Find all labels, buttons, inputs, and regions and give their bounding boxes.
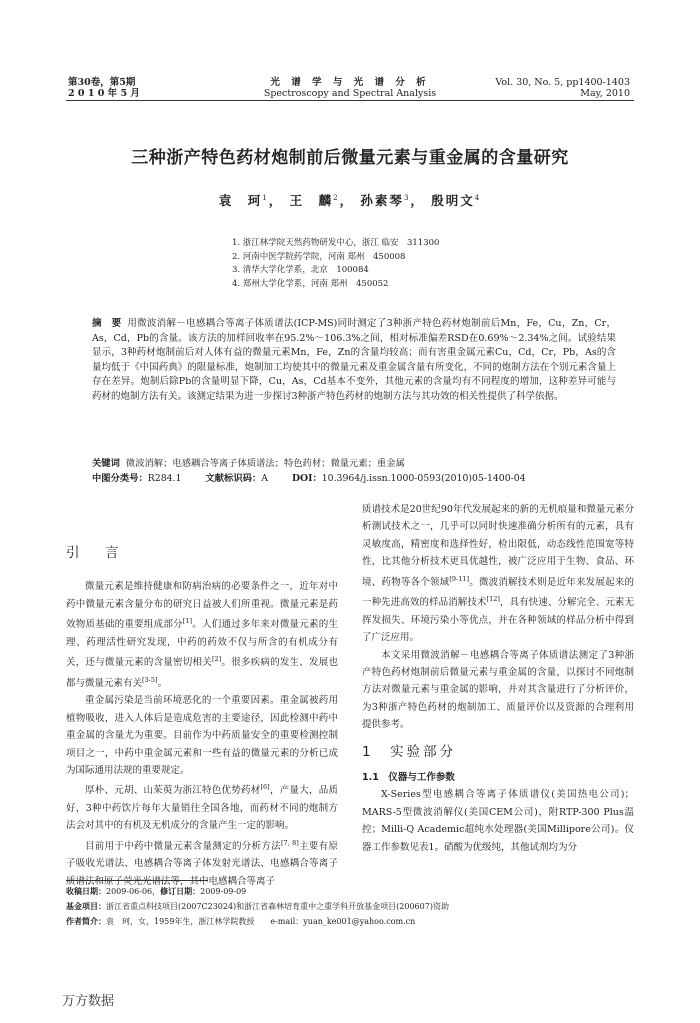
intro-paragraph-4: 目前用于中药中微量元素含量测定的分析方法[7, 8]主要有原子吸收光谱法、电感耦合等离子体发射光谱法、电感耦合等离子质谱法和原子荧光光谱法等，其中电感耦合等离子 xyxy=(66,838,338,887)
right-column xyxy=(362,501,634,856)
issue-date: 2 0 1 0 年 5 月 xyxy=(68,88,140,99)
author-2: 王 麟$^2$ xyxy=(289,193,340,208)
journal-citation xyxy=(495,77,630,99)
affiliation-2: 2. 河南中医学院药学院，河南 郑州 450008 xyxy=(232,251,406,262)
doc-code-value: A xyxy=(261,473,268,484)
journal-title-en: Spectroscopy and Spectral Analysis xyxy=(263,88,437,99)
keywords-label: 关键词 xyxy=(92,458,120,469)
doi-label: DOI： xyxy=(291,473,322,484)
watermark-text: 万方数据 xyxy=(62,994,115,1009)
pub-date: May, 2010 xyxy=(580,88,630,99)
affiliations xyxy=(232,237,439,291)
author-3: 孙素琴$^3$ xyxy=(360,193,411,208)
doi-value: 10.3964/j.issn.1000-0593(2010)05-1400-04 xyxy=(321,473,526,484)
clc-value: R284.1 xyxy=(147,473,182,484)
abstract xyxy=(92,317,616,405)
journal-title-cn: 光 谱 学 与 光 谱 分 析 xyxy=(270,77,430,88)
paper-title: 三种浙产特色药材炮制前后微量元素与重金属的含量研究 xyxy=(131,148,569,168)
section-1-heading: 1 实验部分 xyxy=(362,743,457,760)
footnote-received: 收稿日期：2009-06-06，修订日期：2009-09-09 xyxy=(66,887,247,896)
header-rule xyxy=(66,100,634,101)
affiliation-3: 3. 清华大学化学系，北京 100084 xyxy=(232,265,369,275)
affiliation-1: 1. 浙江林学院天然药物研发中心，浙江 临安 311300 xyxy=(232,238,440,248)
footnotes xyxy=(66,884,636,929)
keywords xyxy=(92,457,632,471)
intro-heading: 引 言 xyxy=(66,545,125,561)
volume-issue: 第30卷，第5期 xyxy=(68,77,136,88)
author-1: 袁 珂$^1$ xyxy=(218,193,269,208)
journal-volume-info xyxy=(68,77,140,99)
right-paragraph-1: 质谱技术是20世纪90年代发展起来的新的无机痕量和微量元素分析测试技术之一，几乎可以同时快速准确分析所有的元素，具有灵敏度高，精密度和选择性好，检出限低，动态线性范围宽等特性，比其他分析技术更具优越性，被广泛应用于生物、食品、环境、药物等各个领域[9-11]。微波消解技术则是近年来发展起来的一种先进高效的样品消解技术[12]，具有快速、分解完全、元素无挥发损失、环境污染小等优点，并在各种领域的样品分析中得到了广泛应用。 xyxy=(362,504,634,644)
footnote-funding: 基金项目：浙江省重点科技项目(2007C23024)和浙江省森林培育重中之重学科开放基金项目(200607)资助 xyxy=(66,902,449,911)
right-paragraph-2: 本文采用微波消解－电感耦合等离子体质谱法测定了3种浙产特色药材炮制前后微量元素与重金属的含量，以探讨不同炮制方法对微量元素与重金属的影响，并对其含量进行了分析评价，为3种浙产特色药材的炮制加工、质量评价以及资源的合理利用提供参考。 xyxy=(362,649,634,731)
journal-title xyxy=(240,77,460,99)
intro-paragraph-2: 重金属污染是当前环境恶化的一个重要因素。重金属被药用植物吸收，进入人体后是造成危害的主要途径，因此检测中药中重金属的含量尤为重要。目前作为中药质量安全的重要检测控制项目之一，中药中重金属元素和一些有益的微量元素的分析已成为国际通用法规的重要规定。 xyxy=(66,695,338,776)
classification-line xyxy=(92,472,632,486)
subsection-1-1-heading: 1.1 仪器与工作参数 xyxy=(362,772,455,783)
affiliation-4: 4. 郑州大学化学系，河南 郑州 450052 xyxy=(232,278,389,289)
intro-paragraph-3: 厚朴、元胡、山茱萸为浙江特色优势药材[6]，产量大，品质好，3种中药饮片每年大量销往全国各地，而药材不同的炮制方法会对其中的有机及无机成分的含量产生一定的影响。 xyxy=(66,783,338,832)
keywords-text: 微波消解；电感耦合等离子体质谱法；特色药材；微量元素；重金属 xyxy=(125,458,405,469)
footnote-rule xyxy=(66,880,208,881)
footnote-author: 作者简介：袁 珂，女，1959年生，浙江林学院教授 e-mail：yuan_ke001@yahoo.com.cn xyxy=(66,917,416,926)
author-list: 袁 珂$^1$， 王 麟$^2$， 孙素琴$^3$， 殷明文$^4$ xyxy=(218,193,482,208)
intro-paragraph-1: 微量元素是维持健康和防病治病的必要条件之一，近年对中药中微量元素含量分布的研究日益被人们所重视。微量元素是药效物质基础的重要组成部分[1]。人们通过多年来对微量元素的生理、药理活性研究发现，中药的药效不仅与所含的有机成分有关，还与微量元素的含量密切相关[2]。很多疾病的发生、发展也都与微量元素有关[3-5]。 xyxy=(66,581,338,689)
vol-pages: Vol. 30, No. 5, pp1400-1403 xyxy=(495,77,630,88)
author-4: 殷明文$^4$ xyxy=(431,193,482,208)
abstract-label: 摘 要 xyxy=(92,318,122,329)
right-paragraph-3: X-Series型电感耦合等离子体质谱仪(美国热电公司)；MARS-5型微波消解仪(美国CEM公司)，附RTP-300 Plus温控；Milli-Q Academic超纯水处理器(美国Millipore公司)。仪器工作参数见表1。硝酸为优级纯，其他试剂均为分 xyxy=(362,789,634,853)
doc-code-label: 文献标识码： xyxy=(205,473,262,484)
clc-label: 中图分类号： xyxy=(92,473,148,484)
abstract-text: 用微波消解－电感耦合等离子体质谱法(ICP-MS)同时测定了3种浙产特色药材炮制前后Mn，Fe，Cu，Zn，Cr，As，Cd，Pb的含量。该方法的加样回收率在95.2%～106.3%之间，相对标准偏差RSD在0.69%～2.34%之间。试验结果显示，3种药材炮制前后对人体有益的微量元素Mn，Fe，Zn的含量均较高；而有害重金属元素Cu，Cd，Cr，Pb，As的含量均低于《中国药典》的限量标准，炮制加工均使其中的微量元素及重金属含量有所变化，不同的炮制方法在个别元素含量上存在差异。炮制后除Pb的含量明显下降，Cu，As，Cd基本不变外，其他元素的含量均有不同程度的增加，这种差异可能与药材的炮制方法有关。该测定结果为进一步探讨3种浙产特色药材的炮制方法与其功效的相关性提供了科学依据。 xyxy=(92,318,616,402)
left-column xyxy=(66,545,338,890)
